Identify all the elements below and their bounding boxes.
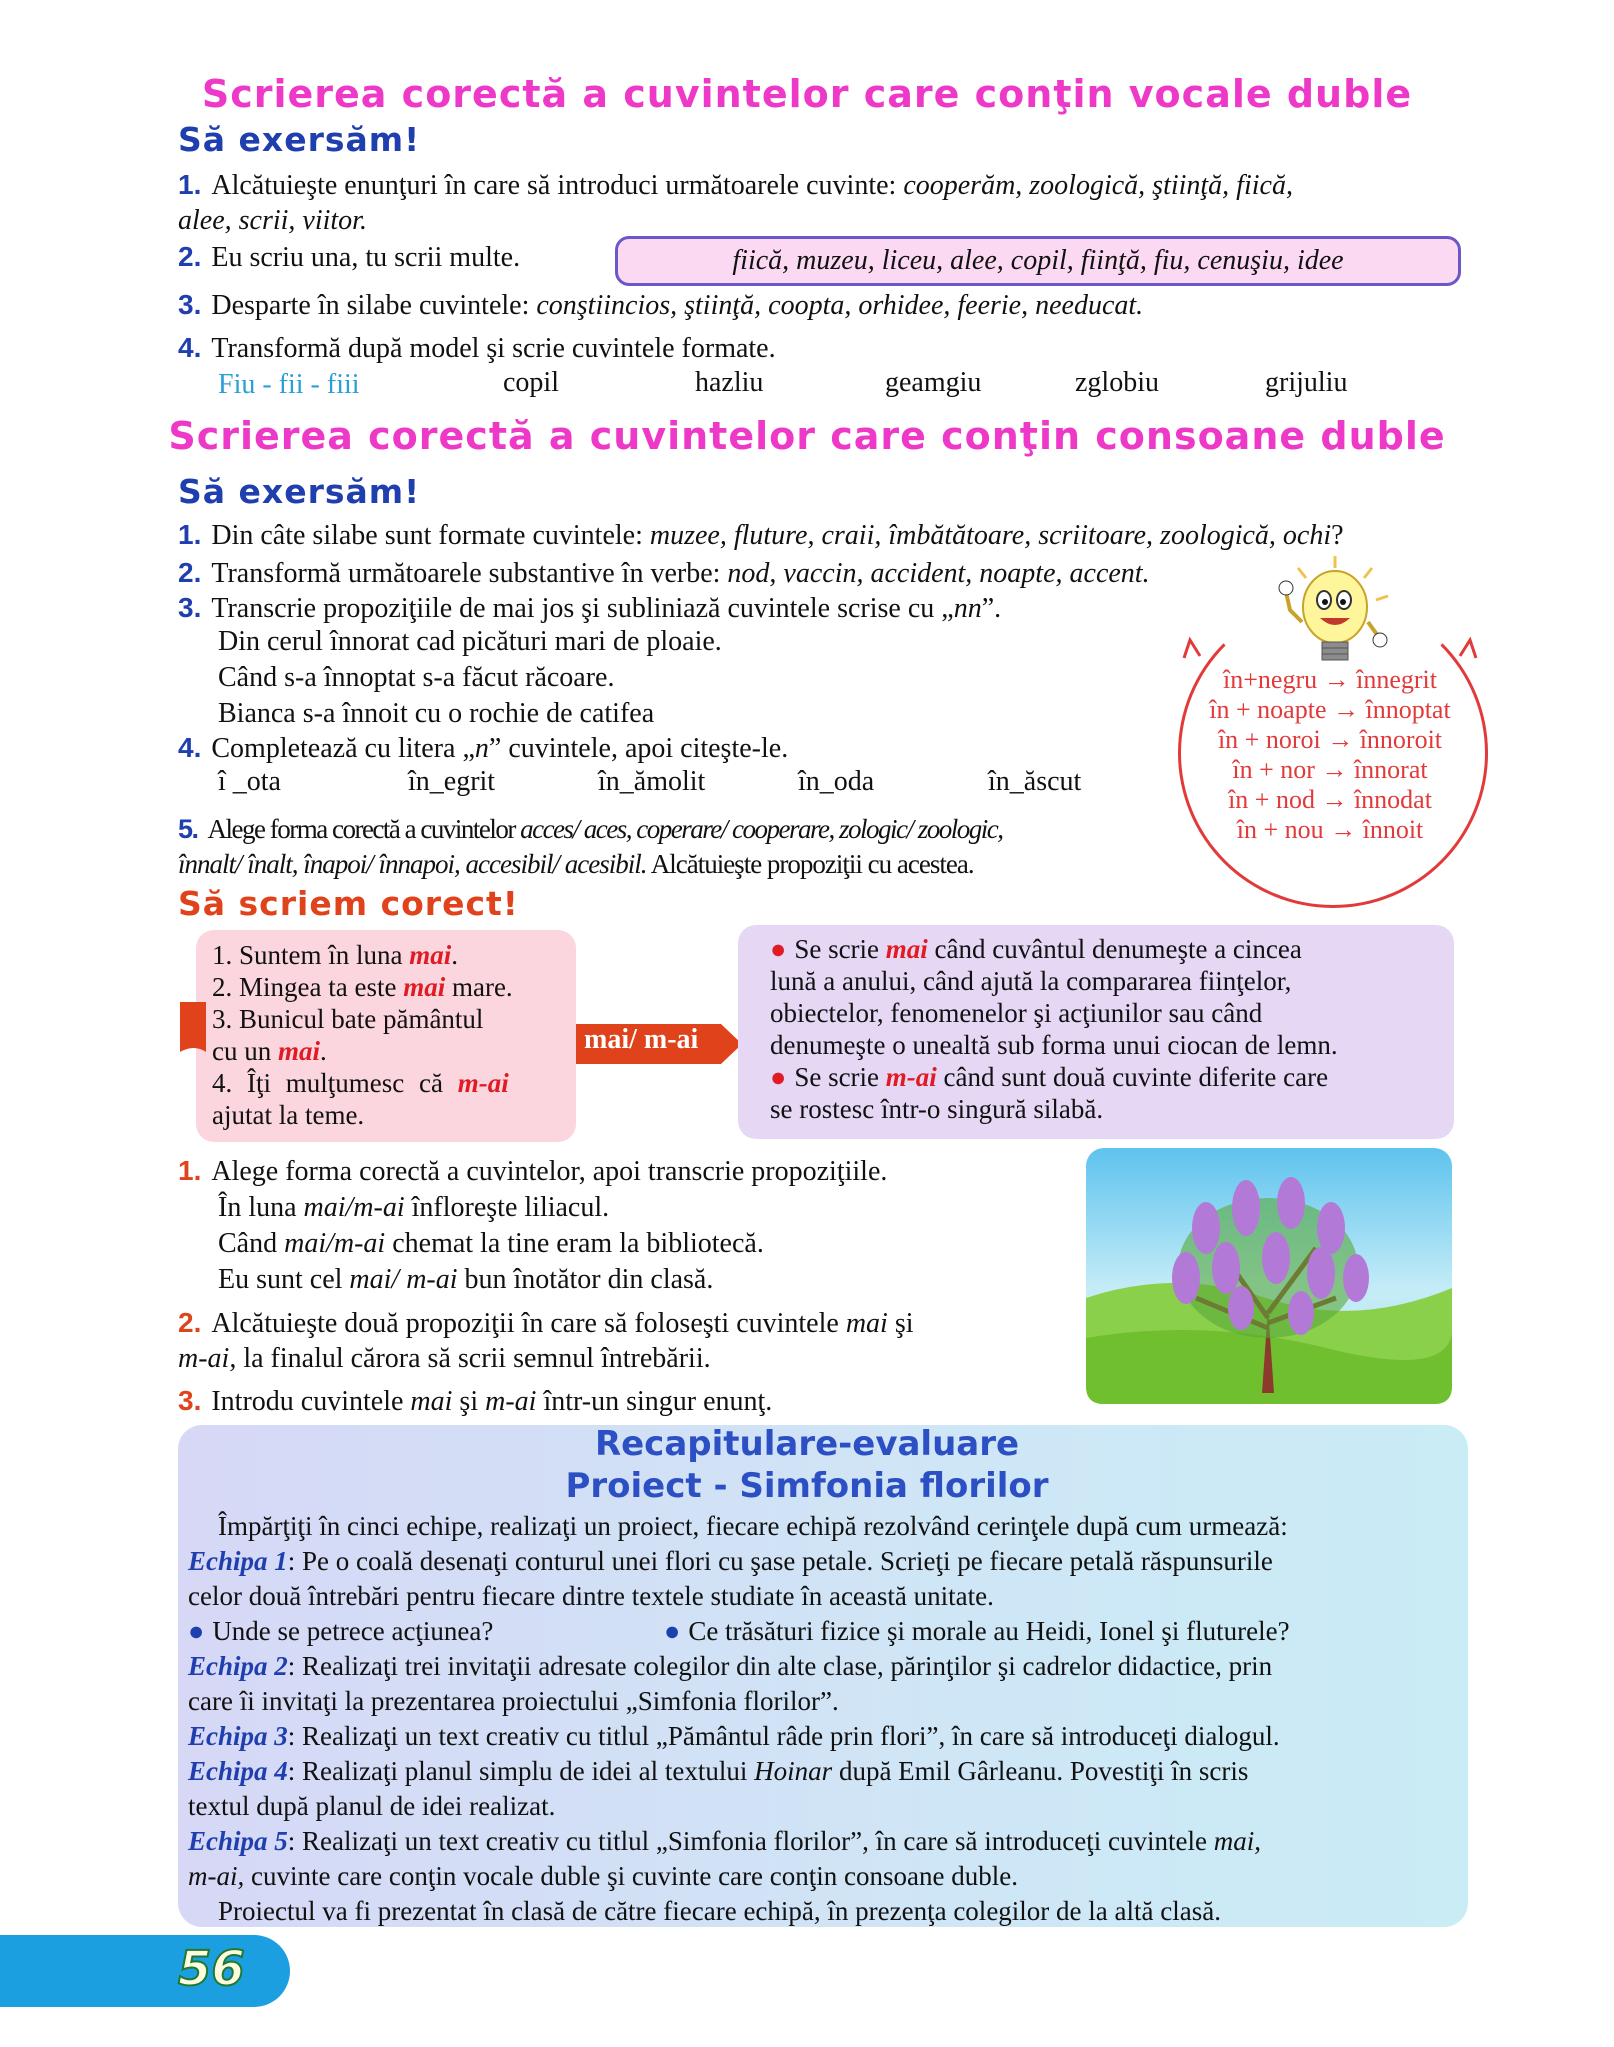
rule-item: în + nou → înnoit bbox=[1236, 815, 1424, 844]
exercise-words: cooperăm, zoologică, ştiinţă, fiică, bbox=[903, 170, 1293, 201]
exercise-2-2 bbox=[178, 556, 1150, 591]
example-line bbox=[212, 1098, 364, 1132]
question-1 bbox=[188, 1615, 493, 1647]
team-4-cont: textul după planul de idei realizat. bbox=[188, 1791, 556, 1821]
exercise-text: Desparte în silabe cuvintele: bbox=[211, 290, 537, 321]
exercise-text: Alege forma corectă a cuvintelor, apoi transcrie propoziţiile. bbox=[211, 1156, 888, 1187]
rule-key: m-ai bbox=[885, 1062, 937, 1092]
word-box: fiică, muzeu, liceu, alee, copil, fiinţă, fiu, cenuşiu, idee bbox=[615, 236, 1461, 286]
rule-2 bbox=[770, 1062, 1328, 1093]
sentence-line bbox=[218, 1191, 609, 1225]
exercise-words: m-ai, bbox=[178, 1343, 237, 1374]
ex-text: 4. Îţi mulţumesc că bbox=[212, 1068, 458, 1098]
rule-text: Se scrie bbox=[794, 1062, 886, 1092]
blank-word: în_egrit bbox=[408, 766, 496, 797]
team-4 bbox=[188, 1755, 1248, 1787]
exercise-3-1 bbox=[178, 1154, 887, 1189]
exercise-text: Transformă după model şi scrie cuvintele formate. bbox=[211, 333, 776, 364]
team-text: : Pe o coală desenaţi conturul unei flori cu şase petale. Scrieţi pe fiecare petală răspunsurile bbox=[287, 1546, 1273, 1576]
exercise-1-3 bbox=[178, 288, 1143, 323]
ex-text: 3. Bunicul bate pământul bbox=[212, 1004, 484, 1034]
project-outro: Proiectul va fi prezentat în clasă de către fiecare echipă, în prezenţa colegilor de la altă clasă. bbox=[218, 1896, 1221, 1926]
team-it: mai, bbox=[1213, 1826, 1261, 1856]
exercise-3-2-cont bbox=[178, 1342, 711, 1376]
ex-text: 2. Mingea ta este bbox=[212, 972, 404, 1002]
punct: ? bbox=[1331, 520, 1344, 551]
blank-word: în_ăscut bbox=[988, 766, 1082, 797]
exercise-number: 2. bbox=[178, 241, 202, 272]
word-item: geamgiu bbox=[885, 367, 982, 398]
team-label: Echipa 3 bbox=[188, 1721, 288, 1751]
rule-item: în + noapte → înnoptat bbox=[1209, 695, 1451, 724]
model-example: Fiu - fii - fiii bbox=[218, 369, 360, 400]
bookmark-icon bbox=[176, 1000, 212, 1060]
exercise-text: şi bbox=[887, 1308, 914, 1339]
rule-item: în + nod → înnodat bbox=[1228, 785, 1432, 814]
question-text: Ce trăsături fizice şi morale au Heidi, Ionel şi fluturele? bbox=[688, 1616, 1290, 1646]
team-text: : Realizaţi planul simplu de idei al textului bbox=[287, 1756, 755, 1786]
section-title-consonants: Scrierea corectă a cuvintelor care conţin consoane duble bbox=[168, 414, 1446, 458]
s-text: În luna bbox=[218, 1192, 304, 1223]
exercise-text: Alege forma corectă a cuvintelor bbox=[207, 814, 521, 844]
exercise-number: 1. bbox=[178, 519, 202, 550]
section-title-vowels: Scrierea corectă a cuvintelor care conţin vocale duble bbox=[201, 72, 1413, 116]
lilac-tree-illustration bbox=[1086, 1148, 1452, 1404]
exercise-words: m-ai bbox=[485, 1386, 537, 1417]
bullet-icon: ● bbox=[188, 1616, 205, 1646]
subtitle-write-correctly: Să scriem corect! bbox=[178, 884, 519, 923]
question-text: Unde se petrece acţiunea? bbox=[212, 1616, 494, 1646]
team-label: Echipa 2 bbox=[188, 1651, 288, 1681]
team-5-cont bbox=[188, 1860, 1018, 1892]
exercise-number: 3. bbox=[178, 1385, 202, 1416]
s-text: chemat la tine eram la bibliotecă. bbox=[385, 1228, 764, 1259]
sentence-line bbox=[218, 1263, 713, 1297]
exercise-words: muzee, fluture, craii, îmbătătoare, scriitoare, zoologică, ochi bbox=[649, 520, 1332, 551]
ex-key: mai bbox=[403, 972, 446, 1002]
exercise-text: Alcătuieşte propoziţii cu acestea. bbox=[646, 849, 974, 879]
team-text: : Realizaţi un text creativ cu titlul „Pământul râde prin flori”, în care să introduceţi dialogul. bbox=[287, 1721, 1280, 1751]
exercise-number: 2. bbox=[178, 1307, 202, 1338]
exercise-2-5 bbox=[178, 812, 1002, 846]
exercise-text: Completează cu litera „ bbox=[211, 733, 475, 764]
exercise-number: 1. bbox=[178, 169, 202, 200]
ex-text: . bbox=[451, 940, 459, 970]
rule-key: mai bbox=[885, 934, 928, 964]
question-2 bbox=[664, 1615, 1290, 1647]
ex-text: ajutat la teme. bbox=[212, 1100, 365, 1130]
rule-item: în + nor → înnorat bbox=[1232, 755, 1428, 784]
exercise-2-5-cont bbox=[178, 847, 974, 881]
team-2-cont: care îi invitaţi la prezentarea proiectului „Simfonia florilor”. bbox=[188, 1686, 839, 1716]
exercise-3-3 bbox=[178, 1384, 772, 1419]
subtitle-practice-2: Să exersăm! bbox=[178, 472, 421, 511]
team-it: Hoinar bbox=[754, 1756, 833, 1786]
team-text: după Emil Gârleanu. Povestiţi în scris bbox=[832, 1756, 1249, 1786]
ex-text: cu un bbox=[212, 1036, 278, 1066]
project-title-2: Proiect - Simfonia florilor bbox=[565, 1466, 1049, 1506]
team-text: : Realizaţi trei invitaţii adresate colegilor din alte clase, părinţilor şi cadrelor didactice, prin bbox=[287, 1651, 1273, 1681]
page-number: 56 bbox=[178, 1941, 245, 1997]
team-1-cont: celor două întrebări pentru fiecare dintre textele studiate în această unitate. bbox=[188, 1581, 994, 1611]
exercise-text: şi bbox=[452, 1386, 486, 1417]
team-label: Echipa 5 bbox=[188, 1826, 288, 1856]
word-item: copil bbox=[503, 367, 559, 398]
exercise-text: ” cuvintele, apoi citeşte-le. bbox=[488, 733, 789, 764]
team-it: m-ai, bbox=[188, 1861, 245, 1891]
rule-1-line: obiectelor, fenomenelor şi acţiunilor sau când bbox=[770, 998, 1263, 1028]
rule-1-line: denumeşte o unealtă sub forma unui ciocan de lemn. bbox=[770, 1030, 1338, 1060]
s-it: mai/m-ai bbox=[303, 1192, 405, 1223]
s-it: mai/m-ai bbox=[284, 1228, 386, 1259]
bullet-icon: ● bbox=[664, 1616, 681, 1646]
exercise-number: 1. bbox=[178, 1155, 202, 1186]
ex-text: 1. Suntem în luna bbox=[212, 940, 410, 970]
exercise-text: Transcrie propoziţiile de mai jos şi subliniază cuvintele scrise cu „ bbox=[211, 593, 954, 624]
exercise-words: mai bbox=[845, 1308, 888, 1339]
page-number-tab bbox=[0, 1935, 290, 2007]
example-line bbox=[212, 938, 458, 972]
exercise-words: n bbox=[474, 733, 489, 764]
rule-2-line: se rostesc într-o singură silabă. bbox=[770, 1094, 1104, 1124]
exercise-text: Alcătuieşte două propoziţii în care să foloseşti cuvintele bbox=[211, 1308, 846, 1339]
exercise-text: Alcătuieşte enunţuri în care să introduci următoarele cuvinte: bbox=[211, 170, 904, 201]
example-line bbox=[212, 1066, 509, 1100]
rule-item: în+negru → înnegrit bbox=[1223, 665, 1437, 694]
sentence-line bbox=[218, 1227, 764, 1261]
rule-item: în + noroi → înnoroit bbox=[1217, 725, 1443, 754]
rule-1-line: lună a anului, când ajută la compararea fiinţelor, bbox=[770, 966, 1292, 996]
team-label: Echipa 1 bbox=[188, 1546, 288, 1576]
exercise-words: conştiincios, ştiinţă, coopta, orhidee, feerie, needucat. bbox=[536, 290, 1144, 321]
example-line bbox=[212, 1034, 327, 1068]
s-text: Când bbox=[218, 1228, 285, 1259]
sentence-line: Din cerul înnorat cad picături mari de ploaie. bbox=[218, 626, 722, 657]
exercise-text: Eu scriu una, tu scrii multe. bbox=[211, 242, 521, 273]
blank-word: în_oda bbox=[798, 766, 875, 797]
team-text: : Realizaţi un text creativ cu titlul „Simfonia florilor”, în care să introduceţi cuvintele bbox=[287, 1826, 1214, 1856]
ex-key: mai bbox=[277, 1036, 320, 1066]
rule-text: Se scrie bbox=[794, 934, 886, 964]
exercise-words: mai bbox=[410, 1386, 453, 1417]
exercise-3-2 bbox=[178, 1306, 914, 1341]
exercise-words: nod, vaccin, accident, noapte, accent. bbox=[727, 558, 1150, 589]
ex-key: m-ai bbox=[457, 1068, 509, 1098]
exercise-number: 2. bbox=[178, 557, 202, 588]
s-text: înfloreşte liliacul. bbox=[404, 1192, 610, 1223]
exercise-text: la finalul cărora să scrii semnul întrebării. bbox=[236, 1343, 711, 1374]
sentence-line: Când s-a înnoptat s-a făcut răcoare. bbox=[218, 662, 615, 693]
exercise-2-3 bbox=[178, 591, 1001, 626]
team-3 bbox=[188, 1720, 1280, 1752]
ex-key: mai bbox=[409, 940, 452, 970]
ex-text: mare. bbox=[445, 972, 513, 1002]
exercise-number: 3. bbox=[178, 592, 202, 623]
punct: ”. bbox=[981, 593, 1002, 624]
exercise-1-2 bbox=[178, 240, 520, 275]
project-intro: Împărţiţi în cinci echipe, realizaţi un proiect, fiecare echipă rezolvând cerinţele după cum urmează: bbox=[218, 1511, 1288, 1541]
exercise-2-4 bbox=[178, 731, 788, 766]
rule-text: când cuvântul denumeşte a cincea bbox=[927, 934, 1302, 964]
blank-word: î _ota bbox=[218, 766, 281, 797]
bullet-icon: ● bbox=[770, 934, 787, 964]
rule-text: când sunt două cuvinte diferite care bbox=[936, 1062, 1329, 1092]
team-1 bbox=[188, 1545, 1273, 1577]
word-item: zglobiu bbox=[1075, 367, 1159, 398]
word-item: grijuliu bbox=[1265, 367, 1348, 398]
arrow-label: mai/ m-ai bbox=[584, 1024, 699, 1055]
example-line bbox=[212, 970, 513, 1004]
team-2 bbox=[188, 1650, 1272, 1682]
exercise-text: Introdu cuvintele bbox=[211, 1386, 411, 1417]
ex-text: . bbox=[320, 1036, 327, 1066]
exercise-2-1 bbox=[178, 518, 1344, 553]
bullet-icon: ● bbox=[770, 1062, 787, 1092]
exercise-text: Din câte silabe sunt formate cuvintele: bbox=[211, 520, 650, 551]
project-title-1: Recapitulare-evaluare bbox=[594, 1424, 1020, 1464]
exercise-1-1-cont: alee, scrii, viitor. bbox=[178, 205, 367, 236]
rule-1 bbox=[770, 934, 1302, 965]
exercise-1-1 bbox=[178, 168, 1293, 203]
sentence-line: Bianca s-a înnoit cu o rochie de catifea bbox=[218, 698, 655, 729]
s-text: bun înotător din clasă. bbox=[457, 1264, 714, 1295]
blank-word: în_ămolit bbox=[598, 766, 706, 797]
s-it: mai/ m-ai bbox=[349, 1264, 458, 1295]
exercise-number: 4. bbox=[178, 332, 202, 363]
exercise-1-4 bbox=[178, 331, 776, 366]
exercise-words: nn bbox=[953, 593, 982, 624]
exercise-number: 3. bbox=[178, 289, 202, 320]
exercise-number: 5. bbox=[178, 814, 198, 844]
exercise-words: înnalt/ înalt, înapoi/ înnapoi, accesibil/ acesibil. bbox=[178, 849, 647, 879]
exercise-number: 4. bbox=[178, 732, 202, 763]
team-text: cuvinte care conţin vocale duble şi cuvinte care conţin consoane duble. bbox=[244, 1861, 1018, 1891]
team-5 bbox=[188, 1825, 1261, 1857]
word-item: hazliu bbox=[695, 367, 764, 398]
example-line bbox=[212, 1002, 483, 1036]
team-label: Echipa 4 bbox=[188, 1756, 288, 1786]
exercise-text: Transformă următoarele substantive în verbe: bbox=[211, 558, 728, 589]
s-text: Eu sunt cel bbox=[218, 1264, 350, 1295]
subtitle-practice-1: Să exersăm! bbox=[178, 120, 421, 159]
exercise-text: într-un singur enunţ. bbox=[536, 1386, 773, 1417]
exercise-words: acces/ aces, coperare/ cooperare, zologic/ zoologic, bbox=[520, 814, 1003, 844]
